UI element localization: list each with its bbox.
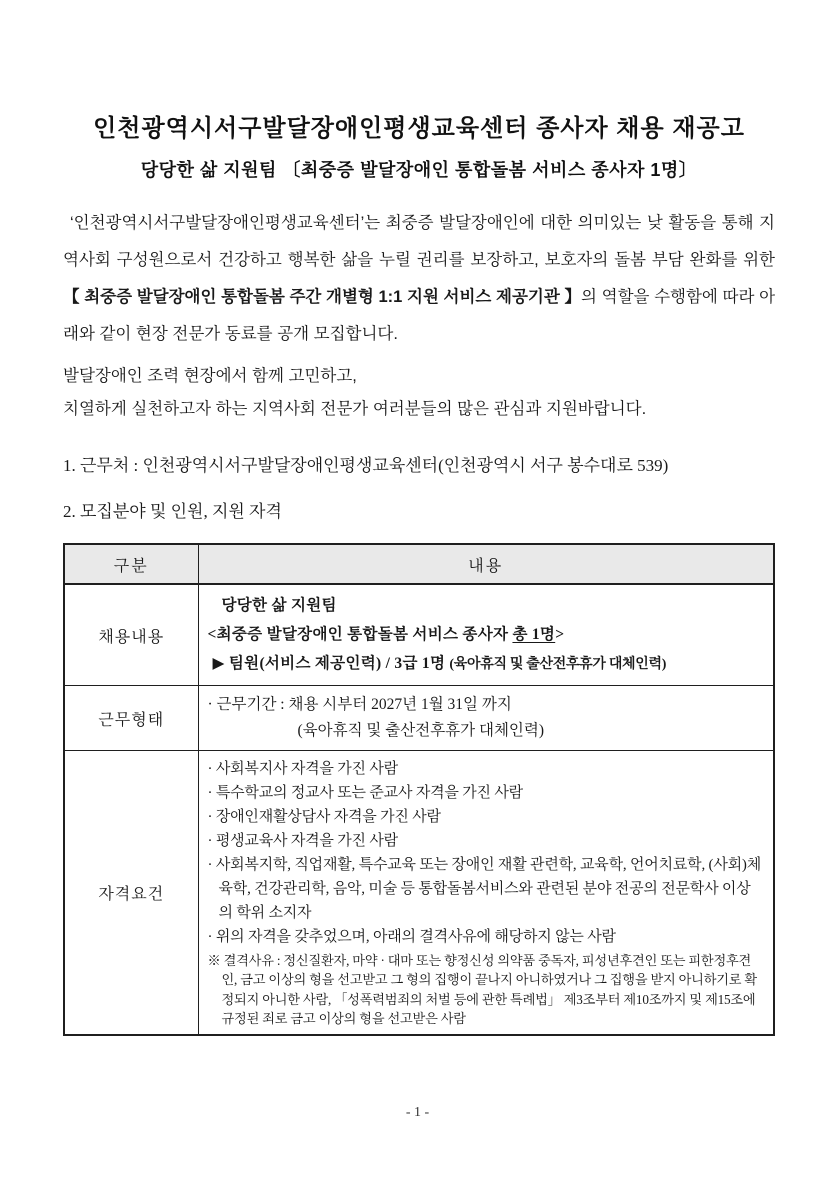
appeal-line-1: 발달장애인 조력 현장에서 함께 고민하고, — [63, 367, 357, 385]
table-header-category: 구분 — [64, 544, 198, 584]
intro-text-bold: 【 최중증 발달장애인 통합돌봄 주간 개별형 1:1 지원 서비스 제공기관 】 — [63, 288, 582, 306]
worktype-row-content — [198, 686, 774, 751]
intro-text-pre: ‘인천광역시서구발달장애인평생교육센터’는 최중증 발달장애인에 대한 의미있는 낮 활동을 통해 지역사회 구성원으로서 건강하고 행복한 삶을 누릴 권리를 보장하고, 보호자의 돌봄 부담 완화를 위한 — [63, 214, 775, 269]
hire-team-name: 당당한 삶 지원팀 — [221, 597, 337, 614]
hire-row-label: 채용내용 — [64, 584, 198, 686]
qual-item-4: · 평생교육사 자격을 가진 사람 — [207, 833, 398, 849]
hire-position-post: > — [555, 626, 565, 643]
page-title: 인천광역시서구발달장애인평생교육센터 종사자 채용 재공고 — [93, 115, 745, 142]
worktype-row-label: 근무형태 — [64, 686, 198, 751]
appeal-line-2: 치열하게 실천하고자 하는 지역사회 전문가 여러분들의 많은 관심과 지원바랍니다. — [63, 400, 647, 418]
qual-item-2: · 특수학교의 정교사 또는 준교사 자격을 가진 사람 — [207, 785, 523, 801]
qual-disqualification-note: ※ 결격사유 : 정신질환자, 마약 · 대마 또는 향정신성 의약품 중독자, 피성년후견인 또는 피한정후견인, 금고 이상의 형을 선고받고 그 형의 집행이 끝나지 아니하였거나 그 집행을 받지 아니하기로 확정되지 아니한 사람, 「성폭력범죄의 처벌 등에 관한 특례법」 제3조부터 제10조까지 및 제15조에 규정된 죄로 금고 이상의 형을 선고받은 사람 — [207, 953, 757, 1026]
section-workplace: 1. 근무처 : 인천광역시서구발달장애인평생교육센터(인천광역시 서구 봉수대로 539) — [63, 456, 669, 475]
table-row-hire — [64, 584, 774, 686]
qual-item-1: · 사회복지사 자격을 가진 사람 — [207, 761, 398, 777]
section-recruit-heading: 2. 모집분야 및 인원, 지원 자격 — [63, 502, 282, 521]
hire-row-content — [198, 584, 774, 686]
intro-paragraph — [63, 205, 775, 353]
appeal-paragraph — [63, 360, 775, 426]
hire-position-line — [208, 620, 765, 649]
worktype-period: · 근무기간 : 채용 시부터 2027년 1월 31일 까지 — [207, 696, 512, 713]
hire-detail-line — [208, 649, 765, 679]
intro-text-post: 의 역할을 수행함에 따라 아래와 같이 현장 전문가 동료를 공개 모집합니다. — [63, 288, 776, 343]
qual-row-label: 자격요건 — [64, 751, 198, 1036]
hire-position-pre: <최중증 발달장애인 통합돌봄 서비스 종사자 — [207, 626, 513, 643]
hire-position-count: 총 1명 — [512, 626, 556, 643]
table-header-row — [64, 544, 774, 584]
page-number: - 1 - — [405, 1105, 430, 1120]
qual-row-content — [198, 751, 774, 1036]
table-header-content: 내용 — [198, 544, 774, 584]
recruit-table — [63, 543, 775, 1036]
page-subtitle: 당당한 삶 지원팀 〔최중증 발달장애인 통합돌봄 서비스 종사자 1명〕 — [140, 160, 698, 180]
hire-detail-note: (육아휴직 및 출산전후휴가 대체인력) — [449, 657, 667, 672]
qual-item-3: · 장애인재활상담사 자격을 가진 사람 — [207, 809, 441, 825]
table-row-worktype — [64, 686, 774, 751]
qual-item-6: · 위의 자격을 갖추었으며, 아래의 결격사유에 해당하지 않는 사람 — [207, 929, 616, 945]
table-row-qualifications — [64, 751, 774, 1036]
qual-item-5: · 사회복지학, 직업재활, 특수교육 또는 장애인 재활 관련학, 교육학, 언어치료학, (사회)체육학, 건강관리학, 음악, 미술 등 통합돌봄서비스와 관련된 분야 전공의 전문학사 이상의 학위 소지자 — [207, 857, 761, 921]
worktype-period-note: (육아휴직 및 출산전후휴가 대체인력) — [297, 722, 545, 739]
hire-detail-text: ▶ 팀원(서비스 제공인력) / 3급 1명 — [212, 655, 450, 672]
